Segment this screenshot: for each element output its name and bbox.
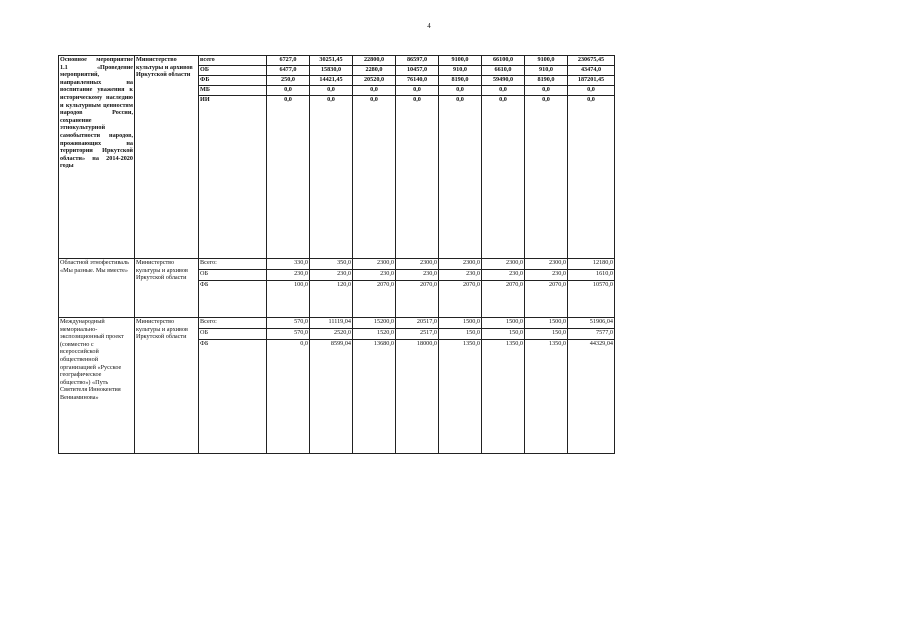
- amount-cell: 0,0: [396, 86, 439, 96]
- budget-table: [58, 55, 615, 454]
- amount-cell: 0,0: [525, 86, 568, 96]
- amount-cell: 2070,0: [396, 281, 439, 318]
- amount-cell: 230,0: [439, 270, 482, 281]
- table-row: [59, 318, 615, 329]
- amount-cell: 76140,0: [396, 76, 439, 86]
- executor-cell: Министерство культуры и архивов Иркутской области: [135, 56, 199, 259]
- amount-cell: 230,0: [525, 270, 568, 281]
- amount-cell: 0,0: [482, 86, 525, 96]
- amount-cell: 350,0: [310, 259, 353, 270]
- amount-cell: 66100,0: [482, 56, 525, 66]
- amount-cell: 8190,0: [439, 76, 482, 86]
- amount-cell: 7577,0: [568, 329, 615, 340]
- amount-cell: 20517,0: [396, 318, 439, 329]
- amount-cell: 18000,0: [396, 340, 439, 454]
- amount-cell: 1500,0: [439, 318, 482, 329]
- amount-cell: 250,0: [267, 76, 310, 86]
- amount-cell: 0,0: [310, 86, 353, 96]
- amount-cell: 910,0: [439, 66, 482, 76]
- amount-cell: 0,0: [396, 96, 439, 259]
- amount-cell: 9100,0: [525, 56, 568, 66]
- amount-cell: 0,0: [568, 86, 615, 96]
- amount-cell: 2070,0: [482, 281, 525, 318]
- funding-source-cell: ИИ: [199, 96, 267, 259]
- amount-cell: 0,0: [353, 96, 396, 259]
- amount-cell: 8599,04: [310, 340, 353, 454]
- amount-cell: 13680,0: [353, 340, 396, 454]
- amount-cell: 2070,0: [525, 281, 568, 318]
- funding-source-cell: всего: [199, 56, 267, 66]
- amount-cell: 2520,0: [310, 329, 353, 340]
- amount-cell: 6727,0: [267, 56, 310, 66]
- amount-cell: 14421,45: [310, 76, 353, 86]
- amount-cell: 100,0: [267, 281, 310, 318]
- amount-cell: 44329,04: [568, 340, 615, 454]
- amount-cell: 43474,0: [568, 66, 615, 76]
- funding-source-cell: Всего:: [199, 318, 267, 329]
- amount-cell: 330,0: [267, 259, 310, 270]
- amount-cell: 9100,0: [439, 56, 482, 66]
- amount-cell: 1350,0: [439, 340, 482, 454]
- amount-cell: 910,0: [525, 66, 568, 76]
- amount-cell: 1520,0: [353, 329, 396, 340]
- table-row: [59, 56, 615, 66]
- amount-cell: 8190,0: [525, 76, 568, 86]
- activity-name-cell: Областной этнофестиваль «Мы разные. Мы вместе»: [59, 259, 135, 318]
- amount-cell: 120,0: [310, 281, 353, 318]
- amount-cell: 86597,0: [396, 56, 439, 66]
- amount-cell: 2070,0: [439, 281, 482, 318]
- amount-cell: 570,0: [267, 318, 310, 329]
- funding-source-cell: ФБ: [199, 340, 267, 454]
- amount-cell: 0,0: [267, 340, 310, 454]
- funding-source-cell: МБ: [199, 86, 267, 96]
- funding-source-cell: ОБ: [199, 66, 267, 76]
- amount-cell: 0,0: [267, 86, 310, 96]
- amount-cell: 15200,0: [353, 318, 396, 329]
- amount-cell: 2300,0: [482, 259, 525, 270]
- amount-cell: 30251,45: [310, 56, 353, 66]
- amount-cell: 230675,45: [568, 56, 615, 66]
- amount-cell: 2300,0: [396, 259, 439, 270]
- amount-cell: 187201,45: [568, 76, 615, 86]
- amount-cell: 10457,0: [396, 66, 439, 76]
- amount-cell: 2300,0: [353, 259, 396, 270]
- amount-cell: 6477,0: [267, 66, 310, 76]
- amount-cell: 51906,04: [568, 318, 615, 329]
- amount-cell: 59490,0: [482, 76, 525, 86]
- executor-cell: Министерство культуры и архивов Иркутской области: [135, 259, 199, 318]
- amount-cell: 0,0: [568, 96, 615, 259]
- funding-source-cell: Всего:: [199, 259, 267, 270]
- amount-cell: 1610,0: [568, 270, 615, 281]
- amount-cell: 0,0: [439, 96, 482, 259]
- amount-cell: 1500,0: [482, 318, 525, 329]
- amount-cell: 230,0: [353, 270, 396, 281]
- funding-source-cell: ФБ: [199, 76, 267, 86]
- amount-cell: 1500,0: [525, 318, 568, 329]
- amount-cell: 230,0: [482, 270, 525, 281]
- amount-cell: 150,0: [439, 329, 482, 340]
- amount-cell: 570,0: [267, 329, 310, 340]
- amount-cell: 0,0: [267, 96, 310, 259]
- activity-name-cell: Основное мероприятие 1.1 «Проведение мероприятий, направленных на воспитание уважения к историческому наследию и культурным ценностям народов России, сохранение этнокультурной самобытности народов, проживающих на территории Иркутской области» на 2014-2020 годы: [59, 56, 135, 259]
- activity-name-cell: Международный мемориально-экспозиционный проект (совместно с всероссийской общественной организацией «Русское географическое общество») «Путь Святителя Иннокентия Вениаминова»: [59, 318, 135, 454]
- amount-cell: 2300,0: [439, 259, 482, 270]
- amount-cell: 0,0: [353, 86, 396, 96]
- amount-cell: 1350,0: [482, 340, 525, 454]
- page-number: 4: [427, 22, 431, 30]
- amount-cell: 2280,0: [353, 66, 396, 76]
- amount-cell: 230,0: [310, 270, 353, 281]
- amount-cell: 0,0: [482, 96, 525, 259]
- amount-cell: 6610,0: [482, 66, 525, 76]
- amount-cell: 0,0: [310, 96, 353, 259]
- funding-source-cell: ОБ: [199, 329, 267, 340]
- amount-cell: 0,0: [439, 86, 482, 96]
- executor-cell: Министерство культуры и архивов Иркутской области: [135, 318, 199, 454]
- amount-cell: 2300,0: [525, 259, 568, 270]
- amount-cell: 22800,0: [353, 56, 396, 66]
- amount-cell: 230,0: [267, 270, 310, 281]
- table-row: [59, 259, 615, 270]
- amount-cell: 11119,04: [310, 318, 353, 329]
- amount-cell: 20520,0: [353, 76, 396, 86]
- amount-cell: 12180,0: [568, 259, 615, 270]
- amount-cell: 230,0: [396, 270, 439, 281]
- amount-cell: 2517,0: [396, 329, 439, 340]
- amount-cell: 15830,0: [310, 66, 353, 76]
- amount-cell: 0,0: [525, 96, 568, 259]
- amount-cell: 10570,0: [568, 281, 615, 318]
- funding-source-cell: ОБ: [199, 270, 267, 281]
- amount-cell: 1350,0: [525, 340, 568, 454]
- amount-cell: 2070,0: [353, 281, 396, 318]
- amount-cell: 150,0: [525, 329, 568, 340]
- amount-cell: 150,0: [482, 329, 525, 340]
- funding-source-cell: ФБ: [199, 281, 267, 318]
